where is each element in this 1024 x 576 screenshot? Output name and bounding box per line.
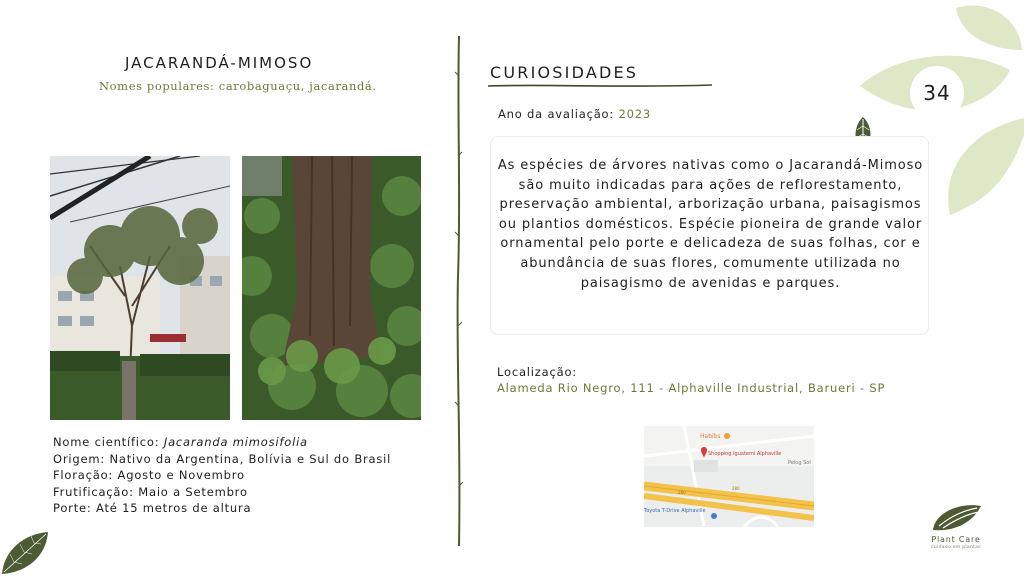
curiosities-text: As espécies de árvores nativas como o Jacarandá-Mimoso são muito indicadas para ações de reflorestamento, preservação ambiental, arborização urbana, paisagismos ou plantios domésticos. Espécie pioneira de grande valor ornamental pelo porte e delicadeza de suas folhas, cor e abundância de suas flores, comumente utilizada no paisagismo de avenidas e parques. [497, 158, 924, 291]
brand-name: Plant Care [931, 535, 981, 544]
location-map[interactable] [644, 426, 814, 527]
flowering-line: Floração: Agosto e Novembro [53, 468, 245, 482]
species-facts [53, 434, 393, 517]
decorative-leaf-bottom-left [0, 530, 50, 576]
tree-photo-building [50, 156, 230, 420]
scientific-name-label: Nome científico: [53, 435, 164, 449]
size-line: Porte: Até 15 metros de altura [53, 501, 252, 515]
tree-trunk-photo [242, 156, 421, 420]
map-poi-main: Shopping Iguatemi Alphaville [708, 451, 782, 457]
page-number: 34 [910, 66, 964, 120]
brand-tagline: cuidado em plantas [931, 545, 981, 550]
map-road-label-1: 280 [678, 490, 686, 495]
species-title: JACARANDÁ-MIMOSO [125, 54, 314, 72]
location-address: Alameda Rio Negro, 111 - Alphaville Industrial, Barueri - SP [497, 381, 886, 395]
map-road-label-2: 280 [732, 486, 740, 491]
scientific-name-line [53, 434, 393, 451]
year-label: Ano da avaliação: [498, 107, 619, 121]
evaluation-year [498, 107, 651, 121]
year-value: 2023 [618, 107, 651, 121]
scientific-name-value: Jacaranda mimosifolia [163, 435, 308, 449]
fruiting-line: Frutificação: Maio a Setembro [53, 484, 248, 499]
section-title: CURIOSIDADES [490, 63, 639, 82]
title-underline [488, 82, 712, 90]
vine-divider [452, 36, 466, 546]
map-poi-bottom: Toyota T-Drive Alphaville [644, 508, 706, 514]
popular-names: Nomes populares: carobaguaçu, jacarandá. [99, 79, 377, 93]
map-poi-top: Habibs [700, 433, 721, 440]
origin-line: Origem: Nativo da Argentina, Bolívia e Sul do Brasil [53, 451, 392, 466]
map-poi-right: Pelog Sol [788, 460, 811, 466]
location-label: Localização: [497, 365, 577, 379]
